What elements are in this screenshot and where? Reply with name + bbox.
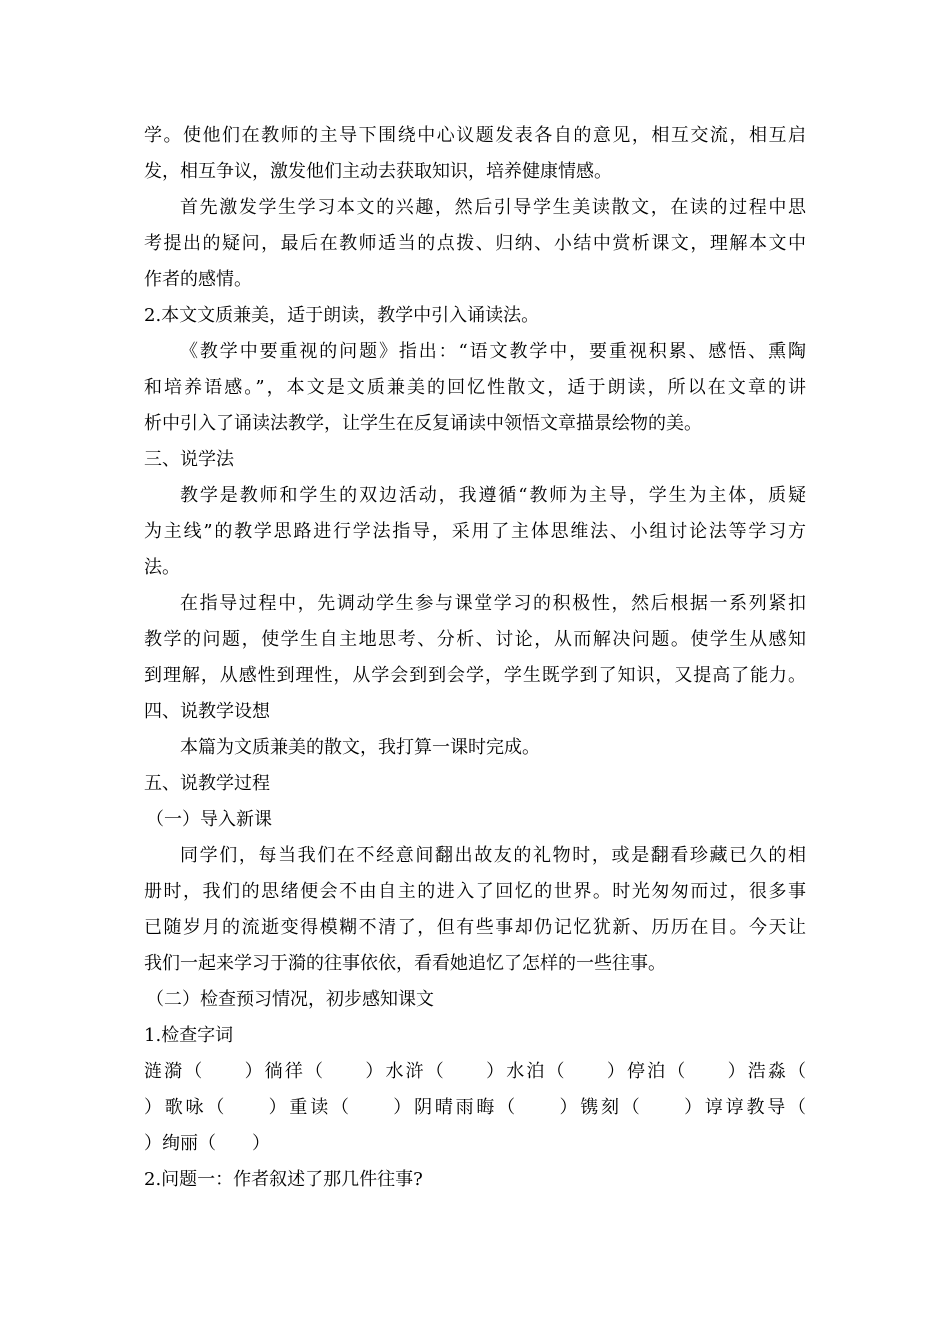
text-line: 在指导过程中，先调动学生参与课堂学习的积极性，然后根据一系列紧扣 [180, 593, 806, 614]
text-line: 我们一起来学习于漪的往事依依，看看她追忆了怎样的一些往事。 [144, 953, 666, 974]
item-heading: 1.检查字词 [144, 1025, 234, 1046]
section-heading: 四、说教学设想 [144, 701, 270, 722]
text-line: 发，相互争议，激发他们主动去获取知识，培养健康情感。 [144, 161, 612, 182]
text-line: 到理解，从感性到理性，从学会到到会学，学生既学到了知识，又提高了能力。 [144, 665, 806, 686]
text-line: 本篇为文质兼美的散文，我打算一课时完成。 [180, 737, 540, 758]
text-line: 教学是教师和学生的双边活动，我遵循“教师为主导，学生为主体，质疑 [180, 485, 806, 506]
text-line: 和培养语感。”，本文是文质兼美的回忆性散文，适于朗读，所以在文章的讲 [144, 377, 806, 398]
text-line: 法。 [144, 557, 180, 578]
section-heading: 2.本文文质兼美，适于朗读，教学中引入诵读法。 [144, 305, 540, 326]
vocabulary-line: 涟漪（ ）徜徉（ ）水浒（ ）水泊（ ）停泊（ ）浩淼（ [144, 1061, 806, 1082]
subsection-heading: （二）检查预习情况，初步感知课文 [146, 989, 434, 1010]
text-line: 考提出的疑问，最后在教师适当的点拨、归纳、小结中赏析课文，理解本文中 [144, 233, 806, 254]
text-line: 已随岁月的流逝变得模糊不清了，但有些事却仍记忆犹新、历历在目。今天让 [144, 917, 806, 938]
section-heading: 五、说教学过程 [144, 773, 270, 794]
text-line: 同学们，每当我们在不经意间翻出故友的礼物时，或是翻看珍藏已久的相 [180, 845, 806, 866]
vocabulary-line: ）绚丽（ ） [144, 1133, 270, 1154]
vocabulary-line: ）歌咏（ ）重读（ ）阴晴雨晦（ ）镌刻（ ）谆谆教导（ [144, 1097, 806, 1118]
text-line: 为主线”的教学思路进行学法指导，采用了主体思维法、小组讨论法等学习方 [144, 521, 806, 542]
section-heading: 三、说学法 [144, 449, 234, 470]
question-line: 2.问题一：作者叙述了那几件往事? [144, 1169, 423, 1190]
text-line: 教学的问题，使学生自主地思考、分析、讨论，从而解决问题。使学生从感知 [144, 629, 806, 650]
subsection-heading: （一）导入新课 [146, 809, 272, 830]
text-line: 学。使他们在教师的主导下围绕中心议题发表各自的意见，相互交流，相互启 [144, 125, 806, 146]
text-line: 《教学中要重视的问题》指出：“语文教学中，要重视积累、感悟、熏陶 [180, 341, 806, 362]
text-line: 首先激发学生学习本文的兴趣，然后引导学生美读散文，在读的过程中思 [180, 197, 806, 218]
text-line: 作者的感情。 [144, 269, 252, 290]
text-line: 析中引入了诵读法教学，让学生在反复诵读中领悟文章描景绘物的美。 [144, 413, 702, 434]
text-line: 册时，我们的思绪便会不由自主的进入了回忆的世界。时光匆匆而过，很多事 [144, 881, 806, 902]
document-page [144, 118, 806, 1198]
